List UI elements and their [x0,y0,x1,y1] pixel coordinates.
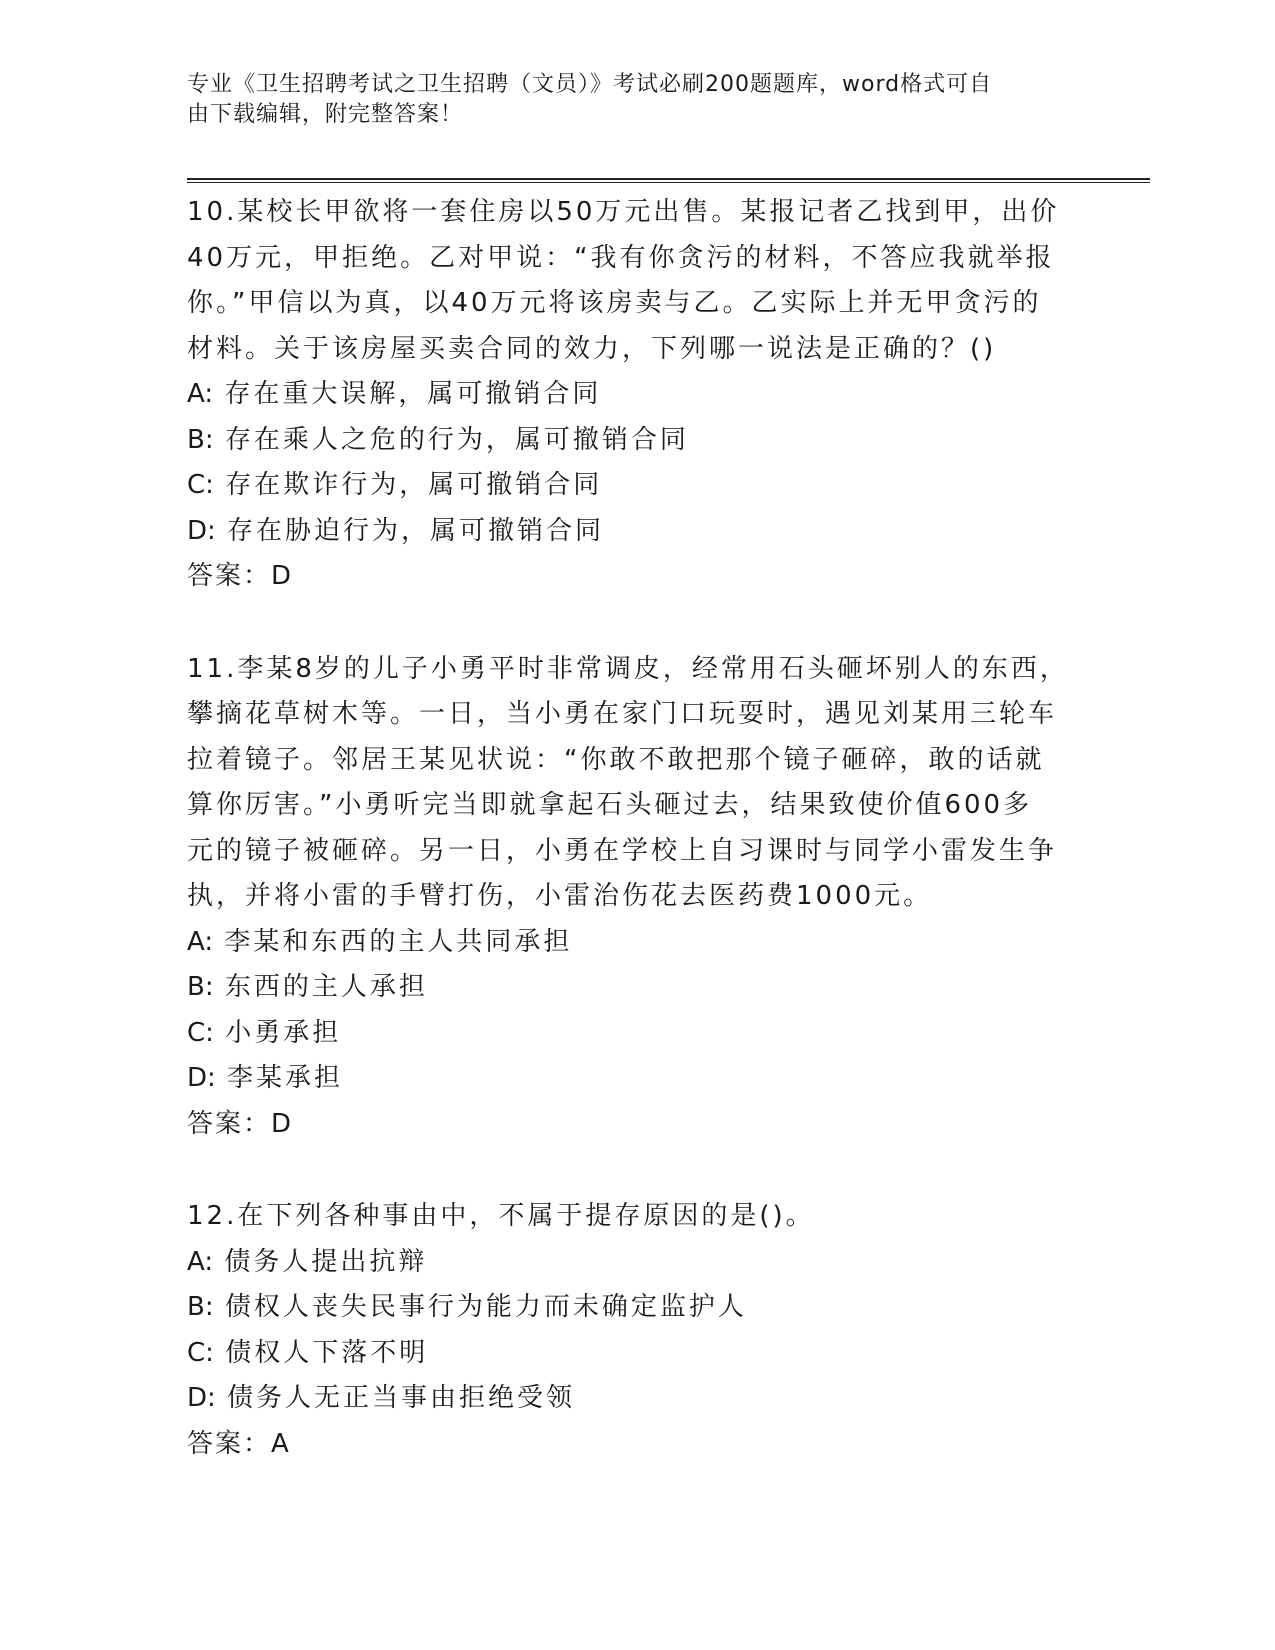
option-letter: A: [187,1246,214,1277]
option-text: 存在欺诈行为，属可撤销合同 [225,470,603,500]
question-spacer [187,1147,1087,1194]
option-text: 存在重大误解，属可撤销合同 [224,379,602,409]
option-text: 债务人提出抗辩 [224,1246,428,1277]
option-c [187,1011,1087,1057]
option-text: 债权人下落不明 [225,1337,429,1368]
option-d [187,1056,1087,1102]
option-a [187,920,1087,966]
option-letter: C: [187,1017,214,1048]
option-letter: B: [187,972,214,1002]
question-text-line: 元的镜子被砸碎。另一日，小勇在学校上自习课时与同学小雷发生争 [187,835,1058,866]
option-text: 李某承担 [227,1063,344,1093]
question-text-line: 40万元，甲拒绝。乙对甲说：“我有你贪污的材料，不答应我就举报 [187,242,1055,273]
question-text-line: 你。”甲信以为真，以40万元将该房卖与乙。乙实际上并无甲贪污的 [187,288,1042,318]
option-text: 存在胁迫行为，属可撤销合同 [227,515,605,546]
question-11 [187,647,1087,1148]
option-text: 李某和东西的主人共同承担 [224,926,573,957]
question-text-line: 拉着镜子。邻居王某见状说：“你敢不敢把那个镜子砸碎，敢的话就 [187,744,1045,775]
document-header [187,70,1067,130]
option-letter: C: [187,470,214,500]
header-line-2: 由下载编辑，附完整答案！ [187,102,464,127]
question-text-line: 执，并将小雷的手臂打伤，小雷治伤花去医药费1000元。 [187,881,933,911]
answer-line: 答案：A [187,1428,291,1459]
option-letter: D: [187,1383,216,1413]
option-b [187,965,1087,1011]
option-c [187,463,1087,509]
question-list [187,190,1087,1467]
option-letter: D: [187,1063,216,1093]
option-d [187,1376,1087,1422]
option-letter: B: [187,1292,214,1322]
option-letter: B: [187,424,214,455]
question-text-line: 10.某校长甲欲将一套住房以50万元出售。某报记者乙找到甲，出价 [187,197,1060,227]
header-line-1: 专业《卫生招聘考试之卫生招聘（文员）》考试必刷200题题库，word格式可自 [187,72,993,97]
question-text-line: 11.李某8岁的儿子小勇平时非常调皮，经常用石头砸坏别人的东西， [187,653,1069,684]
header-divider [187,178,1150,183]
answer-line: 答案：D [187,1108,294,1139]
question-spacer [187,600,1087,647]
question-text-line: 算你厉害。”小勇听完当即就拿起石头砸过去，结果致使价值600多 [187,790,1033,820]
question-text-line: 攀摘花草树木等。一日，当小勇在家门口玩耍时，遇见刘某用三轮车 [187,699,1058,729]
option-letter: A: [187,926,214,957]
question-10 [187,190,1087,600]
option-text: 东西的主人承担 [224,972,428,1002]
option-text: 存在乘人之危的行为，属可撤销合同 [224,424,689,455]
option-d [187,509,1087,555]
option-letter: C: [187,1337,214,1368]
question-12 [187,1194,1087,1467]
question-text-line: 材料。关于该房屋买卖合同的效力，下列哪一说法是正确的？() [187,333,997,364]
option-b [187,418,1087,464]
question-text-line: 12.在下列各种事由中，不属于提存原因的是()。 [187,1201,815,1231]
option-letter: D: [187,515,216,546]
option-letter: A: [187,379,214,409]
option-a [187,372,1087,418]
answer-line: 答案：D [187,561,294,591]
option-text: 债务人无正当事由拒绝受领 [227,1383,576,1413]
option-b [187,1285,1087,1331]
option-text: 小勇承担 [225,1017,342,1048]
option-text: 债权人丧失民事行为能力而未确定监护人 [224,1292,747,1322]
option-a [187,1240,1087,1286]
option-c [187,1331,1087,1377]
